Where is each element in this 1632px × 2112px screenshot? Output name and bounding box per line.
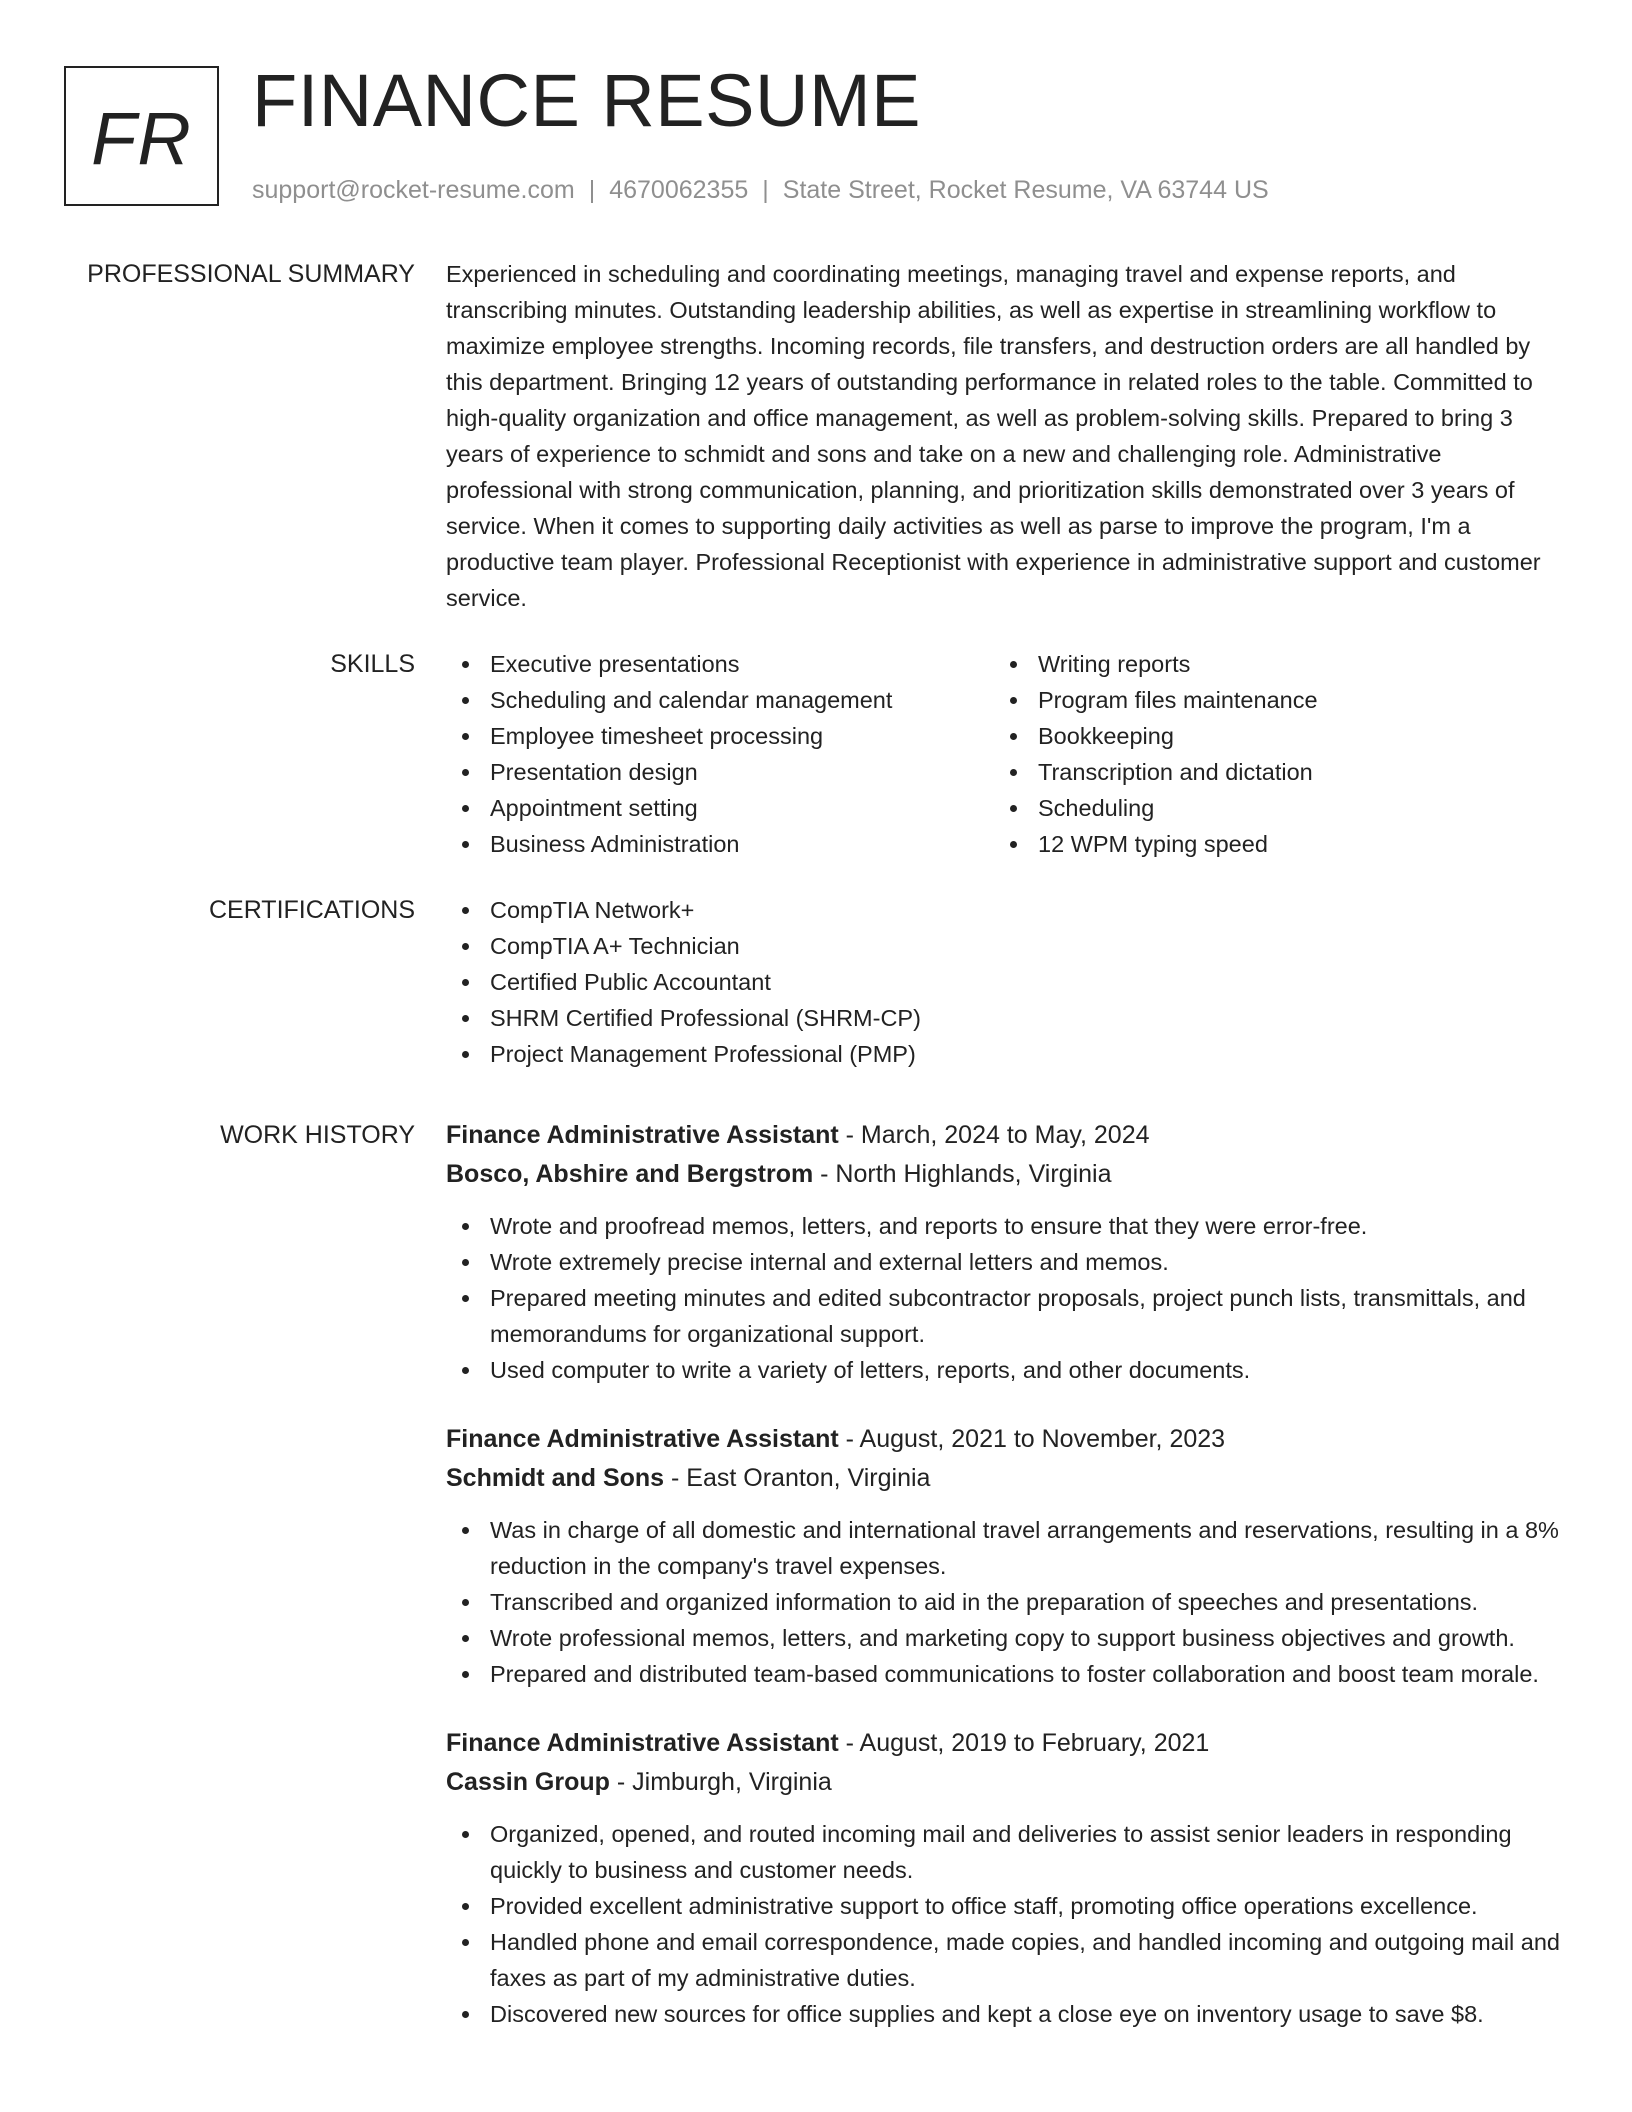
job-title-line — [446, 1420, 1566, 1459]
job-duties — [446, 1512, 1566, 1692]
job-company-line — [446, 1459, 1566, 1498]
job-title: Finance Administrative Assistant — [446, 1121, 839, 1149]
job-duty: Organized, opened, and routed incoming mail and deliveries to assist senior leaders in responding quickly to business and customer needs. — [446, 1816, 1566, 1888]
contact-email: support@rocket-resume.com — [252, 176, 575, 204]
skill-item: Presentation design — [446, 754, 994, 790]
job-title: Finance Administrative Assistant — [446, 1425, 839, 1453]
job-entry — [446, 1724, 1566, 2032]
contact-line — [252, 174, 1269, 206]
skills-column-left — [446, 646, 994, 862]
contact-address: State Street, Rocket Resume, VA 63744 US — [782, 176, 1269, 204]
job-duty: Wrote professional memos, letters, and marketing copy to support business objectives and growth. — [446, 1620, 1566, 1656]
job-location: - East Oranton, Virginia — [664, 1464, 931, 1492]
job-title-line — [446, 1116, 1566, 1155]
summary-body — [446, 256, 1566, 616]
job-duty: Handled phone and email correspondence, made copies, and handled incoming and outgoing mail and faxes as part of my administrative duties. — [446, 1924, 1566, 1996]
skill-item: Bookkeeping — [994, 718, 1542, 754]
skill-item: Appointment setting — [446, 790, 994, 826]
skills-heading: SKILLS — [330, 650, 415, 678]
job-location: - Jimburgh, Virginia — [609, 1768, 832, 1796]
job-entry — [446, 1420, 1566, 1692]
job-title-line — [446, 1724, 1566, 1763]
certification-item: CompTIA Network+ — [446, 892, 1566, 928]
job-company-line — [446, 1763, 1566, 1802]
skill-item: Executive presentations — [446, 646, 994, 682]
job-company-line — [446, 1155, 1566, 1194]
job-duty: Transcribed and organized information to aid in the preparation of speeches and presentations. — [446, 1584, 1566, 1620]
job-company: Schmidt and Sons — [446, 1464, 665, 1492]
skill-item: Program files maintenance — [994, 682, 1542, 718]
skill-item: Scheduling — [994, 790, 1542, 826]
monogram-box — [64, 66, 219, 206]
monogram-initials: FR — [91, 96, 192, 180]
certification-item: CompTIA A+ Technician — [446, 928, 1566, 964]
job-entry — [446, 1116, 1566, 1388]
certifications-body — [446, 892, 1566, 1072]
job-location: - North Highlands, Virginia — [813, 1160, 1112, 1188]
skill-item: 12 WPM typing speed — [994, 826, 1542, 862]
skill-item: Employee timesheet processing — [446, 718, 994, 754]
work-history-heading: WORK HISTORY — [220, 1121, 415, 1149]
job-duty: Was in charge of all domestic and international travel arrangements and reservations, resulting in a 8% reduction in the company's travel expenses. — [446, 1512, 1566, 1584]
job-duty: Prepared meeting minutes and edited subcontractor proposals, project punch lists, transmittals, and memorandums for organizational support. — [446, 1280, 1566, 1352]
job-duties — [446, 1816, 1566, 2032]
summary-heading: PROFESSIONAL SUMMARY — [87, 260, 415, 288]
skills-list-right — [994, 646, 1542, 862]
contact-phone: 4670062355 — [609, 176, 749, 204]
work-history-body — [446, 1116, 1566, 2032]
job-duties — [446, 1208, 1566, 1388]
certification-item: Certified Public Accountant — [446, 964, 1566, 1000]
resume-title: FINANCE RESUME — [252, 59, 921, 142]
certifications-list — [446, 892, 1566, 1072]
job-dates: - August, 2019 to February, 2021 — [838, 1729, 1210, 1757]
contact-separator: | — [588, 176, 596, 204]
skills-column-right — [994, 646, 1542, 862]
summary-text: Experienced in scheduling and coordinating meetings, managing travel and expense reports, and transcribing minutes. Outstanding leadership abilities, as well as expertise in streamlining workflow to maximize employee strengths. Incoming records, file transfers, and destruction orders are all handled by this department. Bringing 12 years of outstanding performance in related roles to the table. Committed to high-quality organization and office management, as well as problem-solving skills. Prepared to bring 3 years of experience to schmidt and sons and take on a new and challenging role. Administrative professional with strong communication, planning, and prioritization skills demonstrated over 3 years of service. When it comes to supporting daily activities as well as parse to improve the program, I'm a productive team player. Professional Receptionist with experience in administrative support and customer service. — [446, 261, 1541, 611]
job-company: Cassin Group — [446, 1768, 610, 1796]
skills-body — [446, 646, 1566, 862]
job-duty: Used computer to write a variety of letters, reports, and other documents. — [446, 1352, 1566, 1388]
job-dates: - August, 2021 to November, 2023 — [838, 1425, 1226, 1453]
certification-item: SHRM Certified Professional (SHRM-CP) — [446, 1000, 1566, 1036]
skill-item: Transcription and dictation — [994, 754, 1542, 790]
contact-separator: | — [762, 176, 769, 204]
skill-item: Scheduling and calendar management — [446, 682, 994, 718]
job-duty: Discovered new sources for office supplies and kept a close eye on inventory usage to save $8. — [446, 1996, 1566, 2032]
certification-item: Project Management Professional (PMP) — [446, 1036, 1566, 1072]
skills-list-left — [446, 646, 994, 862]
certifications-heading: CERTIFICATIONS — [208, 896, 415, 924]
job-company: Bosco, Abshire and Bergstrom — [446, 1160, 814, 1188]
skill-item: Writing reports — [994, 646, 1542, 682]
job-duty: Provided excellent administrative support to office staff, promoting office operations excellence. — [446, 1888, 1566, 1924]
job-duty: Wrote and proofread memos, letters, and reports to ensure that they were error-free. — [446, 1208, 1566, 1244]
job-dates: - March, 2024 to May, 2024 — [838, 1121, 1150, 1149]
job-title: Finance Administrative Assistant — [446, 1729, 839, 1757]
skill-item: Business Administration — [446, 826, 994, 862]
job-duty: Prepared and distributed team-based communications to foster collaboration and boost team morale. — [446, 1656, 1566, 1692]
job-duty: Wrote extremely precise internal and external letters and memos. — [446, 1244, 1566, 1280]
